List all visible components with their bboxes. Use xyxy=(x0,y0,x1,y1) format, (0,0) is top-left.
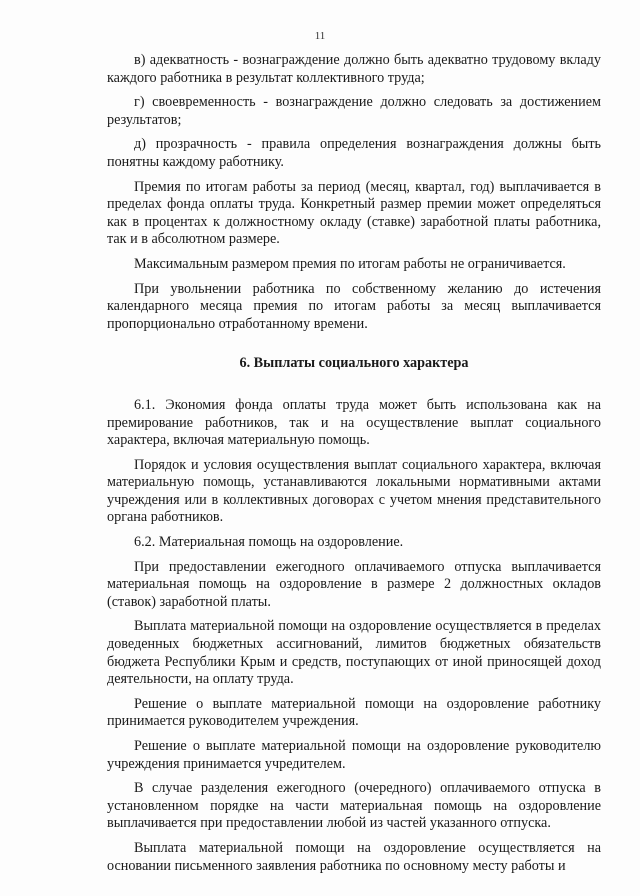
paragraph-social-payments-procedure: Порядок и условия осуществления выплат социального характера, включая материальную помощь, устанавливаются локальными нормативными актами учреждения или в коллективных договорах с учетом мнения представительного органа работников. xyxy=(107,456,601,526)
page-body xyxy=(107,52,601,882)
paragraph-aid-decision-head: Решение о выплате материальной помощи на оздоровление руководителю учреждения принимается учредителем. xyxy=(107,738,601,772)
section-heading: 6. Выплаты социального характера xyxy=(239,355,469,372)
paragraph-bonus-dismissal: При увольнении работника по собственному желанию до истечения календарного месяца премия по итогам работы за месяц выплачивается пропорционально отработанному времени. xyxy=(107,280,601,332)
paragraph-adequacy: в) адекватность - вознаграждение должно быть адекватно трудовому вкладу каждого работника в результат коллективного труда; xyxy=(107,52,601,86)
paragraph-aid-funding: Выплата материальной помощи на оздоровление осуществляется в пределах доведенных бюджетных ассигнований, лимитов бюджетных обязательств бюджета Республики Крым и средств, поступающих от иной приносящей доход деятельности, на оплату труда. xyxy=(107,618,601,688)
paragraph-6-1: 6.1. Экономия фонда оплаты труда может быть использована как на премирование работников, так и на осуществление выплат социального характера, включая материальную помощь. xyxy=(107,396,601,449)
paragraph-aid-application: Выплата материальной помощи на оздоровление осуществляется на основании письменного заявления работника по основному месту работы и xyxy=(107,839,601,874)
paragraph-bonus-period: Премия по итогам работы за период (месяц, квартал, год) выплачивается в пределах фонда оплаты труда. Конкретный размер премии может определяться как в процентах к должностному окладу (ставке) заработной платы работника, так и в абсолютном размере. xyxy=(107,178,601,248)
paragraph-vacation-split: В случае разделения ежегодного (очередного) оплачиваемого отпуска в установленном порядке на части материальная помощь на оздоровление выплачивается при предоставлении любой из частей указанного отпуска. xyxy=(107,780,601,832)
paragraph-timeliness: г) своевременность - вознаграждение должно следовать за достижением результатов; xyxy=(107,94,601,128)
paragraph-bonus-max: Максимальным размером премия по итогам работы не ограничивается. xyxy=(134,255,566,272)
paragraph-vacation-aid: При предоставлении ежегодного оплачиваемого отпуска выплачивается материальная помощь на оздоровление в размере 2 должностных окладов (ставок) заработной платы. xyxy=(107,558,601,610)
paragraph-6-2: 6.2. Материальная помощь на оздоровление. xyxy=(134,534,404,551)
page-number: 11 xyxy=(314,30,326,42)
paragraph-aid-decision-employee: Решение о выплате материальной помощи на оздоровление работнику принимается руководителем учреждения. xyxy=(107,695,601,730)
paragraph-transparency: д) прозрачность - правила определения вознаграждения должны быть понятны каждому работнику. xyxy=(107,136,601,170)
